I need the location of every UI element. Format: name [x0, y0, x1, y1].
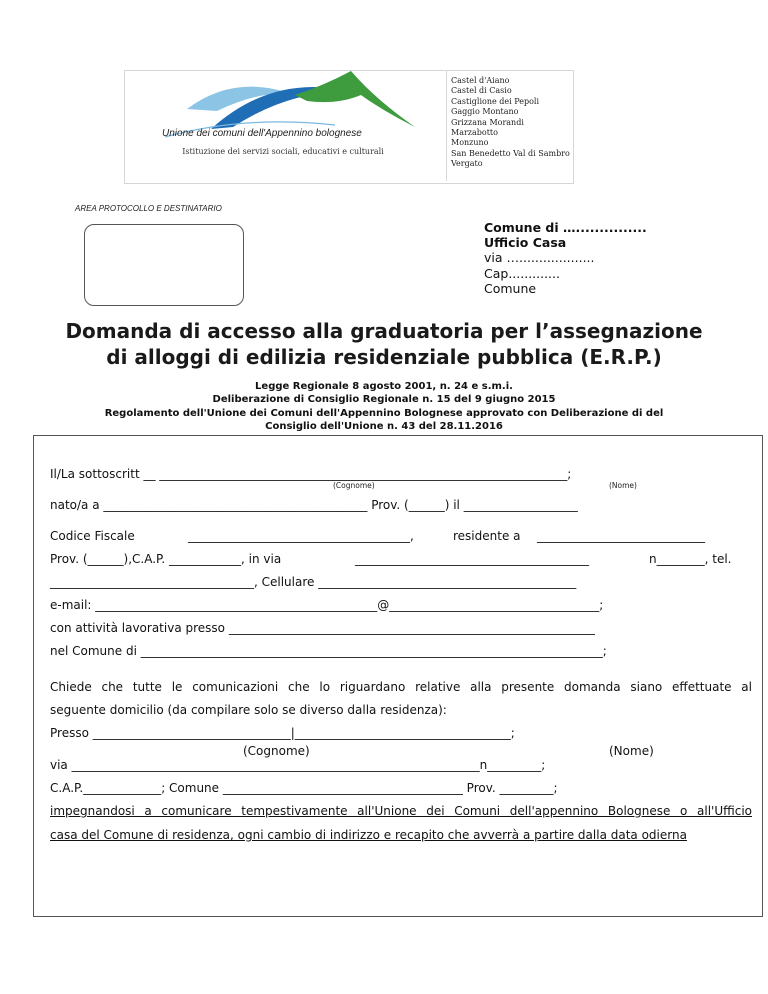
town-item: Castel d'Aiano	[451, 76, 510, 85]
presso-field[interactable]: Presso _________________________________|____________________________________;	[50, 726, 515, 740]
residence-field[interactable]: ____________________________	[537, 529, 705, 543]
town-item: Monzuno	[451, 138, 489, 148]
email-field[interactable]: e-mail: _______________________________________________@___________________________________;	[50, 598, 604, 612]
name-caption-2: (Nome)	[609, 744, 654, 758]
work-municipality-field[interactable]: nel Comune di _____________________________________________________________________________;	[50, 644, 607, 658]
domicile-street-field[interactable]: via ____________________________________________________________________n_________;	[50, 758, 546, 772]
domicile-cap-comune-field[interactable]: C.A.P._____________; Comune ________________________________________ Prov. _________;	[50, 781, 558, 795]
reference-line: Legge Regionale 8 agosto 2001, n. 24 e s.m.i.	[255, 381, 513, 392]
logo-name: Unione dei comuni dell'Appennino bolognese	[162, 128, 362, 139]
recipient-comune-line: Comune	[484, 280, 537, 296]
document-title	[60, 318, 708, 370]
surname-caption: (Cognome)	[333, 481, 375, 490]
birthplace-field[interactable]: nato/a a ____________________________________________ Prov. (______) il ___________________	[50, 498, 578, 512]
union-logo-mountain-icon	[125, 71, 446, 181]
recipient-comune: Comune di …...............	[484, 220, 647, 235]
town-item: San Benedetto Val di Sambro	[451, 148, 570, 158]
header-divider	[446, 71, 447, 181]
residence-label: residente a	[453, 529, 521, 543]
employer-field[interactable]: con attività lavorativa presso _____________________________________________________________	[50, 621, 595, 635]
domicile-request-text: Chiede che tutte le comunicazioni che lo riguardano relative alla presente domanda siano effettuate al	[50, 680, 752, 694]
reference-line: Consiglio dell'Unione n. 43 del 28.11.2016	[265, 421, 503, 433]
phone-mobile-field[interactable]: __________________________________, Cellulare ___________________________________________	[50, 575, 577, 589]
town-item: Grizzana Morandi	[451, 117, 524, 127]
surname-caption-2: (Cognome)	[243, 744, 310, 758]
street-field[interactable]: _______________________________________	[355, 552, 589, 566]
legal-references	[40, 380, 728, 434]
town-item: Castel di Casio	[451, 86, 512, 96]
recipient-via: via …...................	[484, 250, 595, 266]
fiscal-code-field[interactable]: _____________________________________,	[188, 529, 414, 543]
town-item: Gaggio Montano	[451, 107, 519, 117]
title-line-1: Domanda di accesso alla graduatoria per l’assegnazione	[65, 319, 703, 343]
protocol-stamp-box[interactable]	[84, 224, 244, 306]
recipient-ufficio: Ufficio Casa	[484, 235, 567, 251]
signatory-name-field[interactable]: Il/La sottoscritt __ ____________________________________________________________________;	[50, 467, 572, 481]
title-line-2: di alloggi di edilizia residenziale pubblica (E.R.P.)	[106, 345, 662, 369]
recipient-block	[484, 220, 647, 296]
town-item: Castiglione dei Pepoli	[451, 96, 540, 106]
town-item: Vergato	[451, 159, 483, 169]
towns-list	[451, 76, 570, 170]
recipient-cap: Cap.............	[484, 265, 560, 281]
commitment-text: impegnandosi a comunicare tempestivamente all'Unione dei Comuni dell'appennino Bolognese o all'Ufficio	[50, 804, 752, 818]
town-item: Marzabotto	[451, 128, 498, 138]
logo-subtitle: Istituzione dei servizi sociali, educativi e culturali	[182, 147, 384, 156]
protocol-area-label: AREA PROTOCOLLO E DESTINATARIO	[75, 204, 222, 213]
address-province-cap-field[interactable]: Prov. (______),C.A.P. ____________, in via	[50, 552, 282, 566]
reference-line: Regolamento dell'Unione dei Comuni dell'Appennino Bolognese approvato con Deliberazione di del	[104, 407, 664, 419]
commitment-text-2: casa del Comune di residenza, ogni cambio di indirizzo e recapito che avverrà a partire dalla data odierna	[50, 828, 687, 842]
fiscal-code-label: Codice Fiscale	[50, 529, 135, 543]
domicile-request-text-2: seguente domicilio (da compilare solo se diverso dalla residenza):	[50, 703, 447, 717]
reference-line: Deliberazione di Consiglio Regionale n. 15 del 9 giugno 2015	[212, 394, 556, 406]
house-number-phone-field[interactable]: n________, tel.	[649, 552, 732, 566]
name-caption: (Nome)	[609, 481, 637, 490]
